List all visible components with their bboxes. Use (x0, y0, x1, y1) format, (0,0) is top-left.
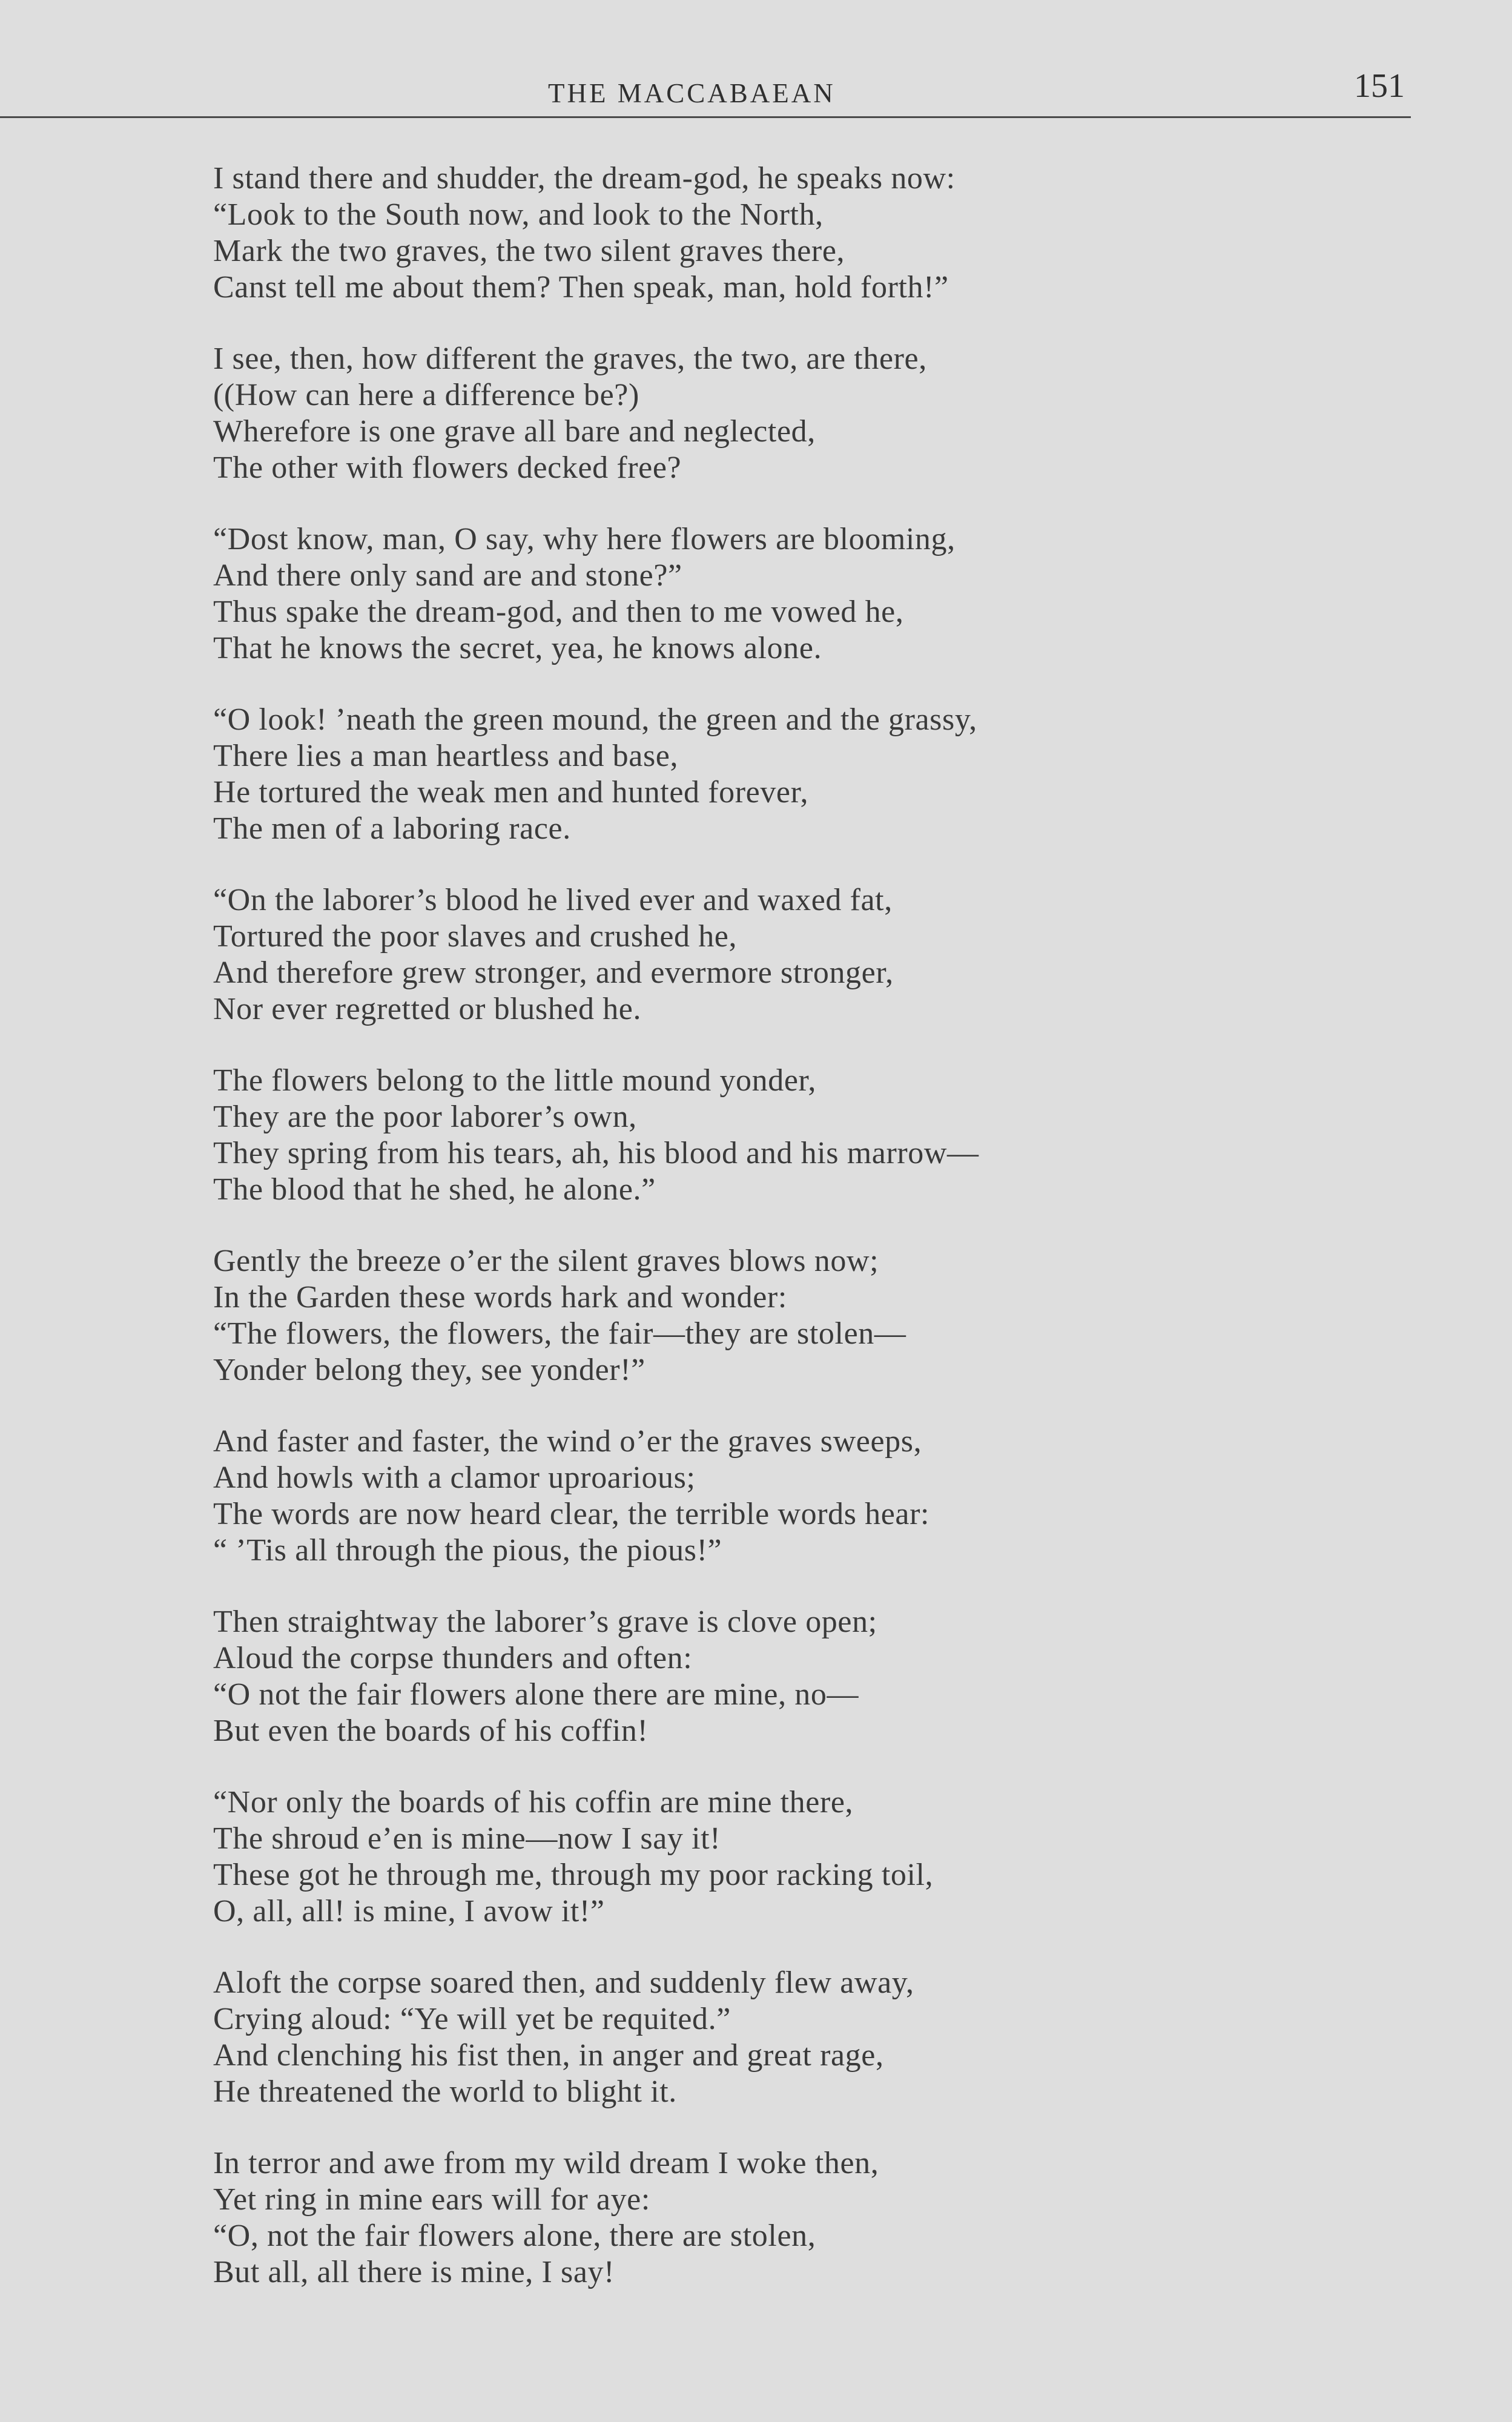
poem-line: In terror and awe from my wild dream I woke then, (213, 2146, 879, 2180)
poem-line: O, all, all! is mine, I avow it!” (213, 1894, 605, 1929)
poem-line: Then straightway the laborer’s grave is clove open; (213, 1605, 877, 1639)
poem-line: “Dost know, man, O say, why here flowers are blooming, (213, 522, 956, 556)
poem-line: Yet ring in mine ears will for aye: (213, 2182, 650, 2217)
poem-line: And howls with a clamor uproarious; (213, 1460, 696, 1495)
poem-line: The words are now heard clear, the terrible words hear: (213, 1497, 930, 1531)
poem-line: “O, not the fair flowers alone, there are stolen, (213, 2219, 816, 2253)
poem-line: Tortured the poor slaves and crushed he, (213, 919, 738, 954)
poem-line: The flowers belong to the little mound yonder, (213, 1063, 816, 1098)
stanza-3 (213, 521, 1243, 667)
poem-line: These got he through me, through my poor racking toil, (213, 1858, 934, 1892)
poem-line: But all, all there is mine, I say! (213, 2255, 615, 2289)
poem-line: Aloft the corpse soared then, and suddenly flew away, (213, 1965, 914, 2000)
poem-line: Yonder belong they, see yonder!” (213, 1353, 645, 1387)
poem-line: Gently the breeze o’er the silent graves blows now; (213, 1244, 879, 1278)
stanza-8 (213, 1424, 1243, 1569)
poem-line: “Look to the South now, and look to the North, (213, 197, 824, 232)
poem-line: “O not the fair flowers alone there are mine, no— (213, 1677, 859, 1712)
page-number: 151 (1354, 67, 1405, 105)
poem-line: “Nor only the boards of his coffin are mine there, (213, 1785, 854, 1820)
poem-line: In the Garden these words hark and wonder: (213, 1280, 787, 1315)
page-header (0, 67, 1429, 119)
poem-body (213, 160, 1243, 2326)
poem-line: That he knows the secret, yea, he knows alone. (213, 631, 822, 665)
poem-line: “O look! ’neath the green mound, the green and the grassy, (213, 702, 977, 737)
poem-line: And clenching his fist then, in anger and great rage, (213, 2038, 884, 2073)
poem-line: Mark the two graves, the two silent graves there, (213, 234, 845, 268)
poem-line: ((How can here a difference be?) (213, 378, 639, 412)
poem-line: Nor ever regretted or blushed he. (213, 992, 642, 1026)
poem-line: Canst tell me about them? Then speak, man, hold forth!” (213, 270, 949, 305)
poem-line: And there only sand are and stone?” (213, 558, 682, 593)
poem-line: “The flowers, the flowers, the fair—they are stolen— (213, 1316, 906, 1351)
poem-line: I see, then, how different the graves, the two, are there, (213, 342, 927, 376)
stanza-6 (213, 1063, 1243, 1208)
stanza-7 (213, 1243, 1243, 1388)
stanza-1 (213, 160, 1243, 306)
poem-line: “On the laborer’s blood he lived ever and waxed fat, (213, 883, 893, 917)
poem-line: He threatened the world to blight it. (213, 2074, 677, 2109)
poem-line: There lies a man heartless and base, (213, 739, 679, 773)
stanza-12 (213, 2145, 1243, 2291)
poem-line: Thus spake the dream-god, and then to me vowed he, (213, 595, 904, 629)
header-rule (0, 116, 1411, 118)
stanza-9 (213, 1604, 1243, 1749)
poem-line: “ ’Tis all through the pious, the pious!” (213, 1533, 722, 1568)
stanza-10 (213, 1784, 1243, 1930)
poem-line: He tortured the weak men and hunted forever, (213, 775, 809, 810)
poem-line: Wherefore is one grave all bare and neglected, (213, 414, 816, 449)
poem-line: They are the poor laborer’s own, (213, 1100, 637, 1134)
poem-line: The other with flowers decked free? (213, 450, 682, 485)
poem-line: And therefore grew stronger, and evermore stronger, (213, 955, 894, 990)
stanza-5 (213, 882, 1243, 1028)
stanza-2 (213, 341, 1243, 486)
poem-line: And faster and faster, the wind o’er the graves sweeps, (213, 1424, 922, 1459)
poem-line: They spring from his tears, ah, his blood and his marrow— (213, 1136, 979, 1170)
poem-line: I stand there and shudder, the dream-god, he speaks now: (213, 161, 956, 196)
running-title: THE MACCABAEAN (548, 78, 836, 108)
poem-line: Aloud the corpse thunders and often: (213, 1641, 693, 1675)
poem-line: The blood that he shed, he alone.” (213, 1172, 656, 1207)
poem-line: The men of a laboring race. (213, 811, 571, 846)
stanza-4 (213, 702, 1243, 847)
poem-line: Crying aloud: “Ye will yet be requited.” (213, 2002, 731, 2036)
stanza-11 (213, 1965, 1243, 2110)
poem-line: The shroud e’en is mine—now I say it! (213, 1821, 721, 1856)
poem-line: But even the boards of his coffin! (213, 1714, 649, 1748)
